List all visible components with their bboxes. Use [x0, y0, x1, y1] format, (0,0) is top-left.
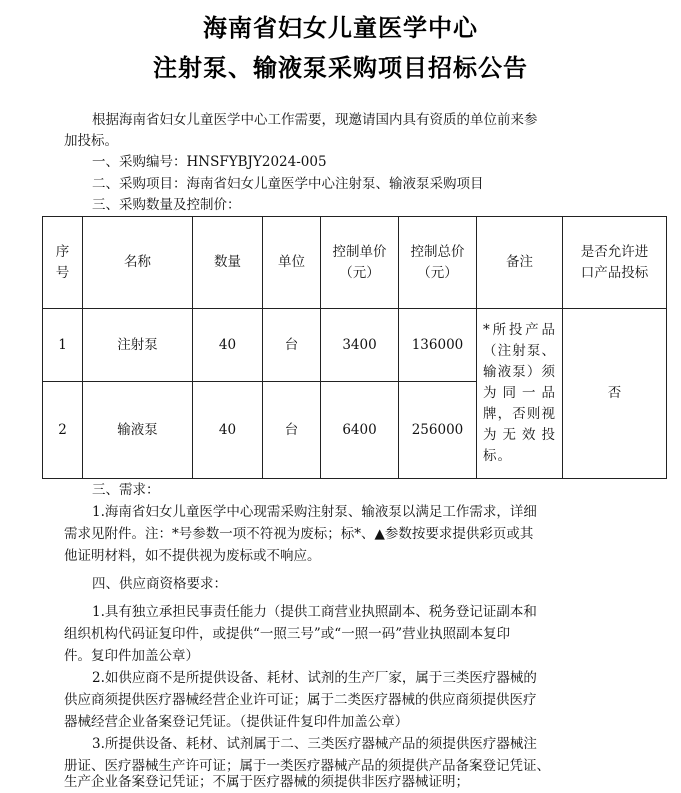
qualify-item1-line1: 1.具有独立承担民事责任能力（提供工商营业执照副本、税务登记证副本和 — [92, 604, 537, 620]
qualify-item2-line1: 2.如供应商不是所提供设备、耗材、试剂的生产厂家，属于三类医疗器械的 — [92, 670, 537, 686]
table-row — [43, 309, 667, 382]
needs-line1: 1.海南省妇女儿童医学中心现需采购注射泵、输液泵以满足工作需求，详细 — [92, 504, 537, 520]
header-unit-price: 控制单价（元） — [321, 217, 399, 309]
row-name: 输液泵 — [83, 382, 193, 479]
row-quantity: 40 — [193, 382, 263, 479]
header-no: 序号 — [43, 217, 83, 309]
header-import-allowed: 是否允许进口产品投标 — [563, 217, 667, 309]
header-unit: 单位 — [263, 217, 321, 309]
row-quantity: 40 — [193, 309, 263, 382]
document-title-line1: 海南省妇女儿童医学中心 — [203, 14, 478, 42]
row-total-price: 136000 — [399, 309, 477, 382]
row-no: 2 — [43, 382, 83, 479]
qualify-item1-line2: 组织机构代码证复印件，或提供“一照三号”或“一照一码”营业执照副本复印 — [64, 626, 511, 642]
procurement-table — [42, 216, 667, 479]
row-total-price: 256000 — [399, 382, 477, 479]
header-quantity: 数量 — [193, 217, 263, 309]
header-remark: 备注 — [477, 217, 563, 309]
document-title-line2: 注射泵、输液泵采购项目招标公告 — [153, 54, 528, 82]
qualify-item2-line2: 供应商须提供医疗器械经营企业许可证；属于二类医疗器械的供应商须提供医疗 — [64, 692, 537, 708]
qualify-item3-line2: 册证、医疗器械生产许可证；属于一类医疗器械产品的须提供产品备案登记凭证、 — [64, 758, 550, 774]
section-procurement-project: 二、采购项目：海南省妇女儿童医学中心注射泵、输液泵采购项目 — [92, 176, 484, 192]
header-name: 名称 — [83, 217, 193, 309]
intro-line1: 根据海南省妇女儿童医学中心工作需要，现邀请国内具有资质的单位前来参 — [92, 112, 538, 128]
table-header-row — [43, 217, 667, 309]
qualify-item3-line1: 3.所提供设备、耗材、试剂属于二、三类医疗器械产品的须提供医疗器械注 — [92, 736, 537, 752]
qualify-item2-line3: 器械经营企业备案登记凭证。（提供证件复印件加盖公章） — [64, 714, 409, 730]
row-no: 1 — [43, 309, 83, 382]
section-quantity-heading: 三、采购数量及控制价： — [92, 197, 241, 213]
needs-line2: 需求见附件。注：*号参数一项不符视为废标；标*、▲参数按要求提供彩页或其 — [64, 526, 534, 542]
row-unit: 台 — [263, 309, 321, 382]
import-allowed-cell: 否 — [563, 309, 667, 479]
qualify-heading: 四、供应商资格要求： — [92, 576, 227, 592]
needs-line3: 他证明材料，如不提供视为废标或不响应。 — [64, 548, 321, 564]
qualify-item1-line3: 件。复印件加盖公章） — [64, 648, 199, 664]
header-total-price: 控制总价（元） — [399, 217, 477, 309]
row-unit: 台 — [263, 382, 321, 479]
intro-line2: 加投标。 — [64, 133, 118, 149]
section-procurement-number: 一、采购编号：HNSFYBJY2024-005 — [92, 154, 327, 170]
qualify-item3-line3: 生产企业备案登记凭证；不属于医疗器械的须提供非医疗器械证明； — [64, 774, 469, 790]
remark-cell: *所投产品（注射泵、输液泵）须为同一品牌，否则视为无效投标。 — [477, 309, 563, 479]
row-name: 注射泵 — [83, 309, 193, 382]
needs-heading: 三、需求： — [92, 482, 160, 498]
row-unit-price: 3400 — [321, 309, 399, 382]
row-unit-price: 6400 — [321, 382, 399, 479]
